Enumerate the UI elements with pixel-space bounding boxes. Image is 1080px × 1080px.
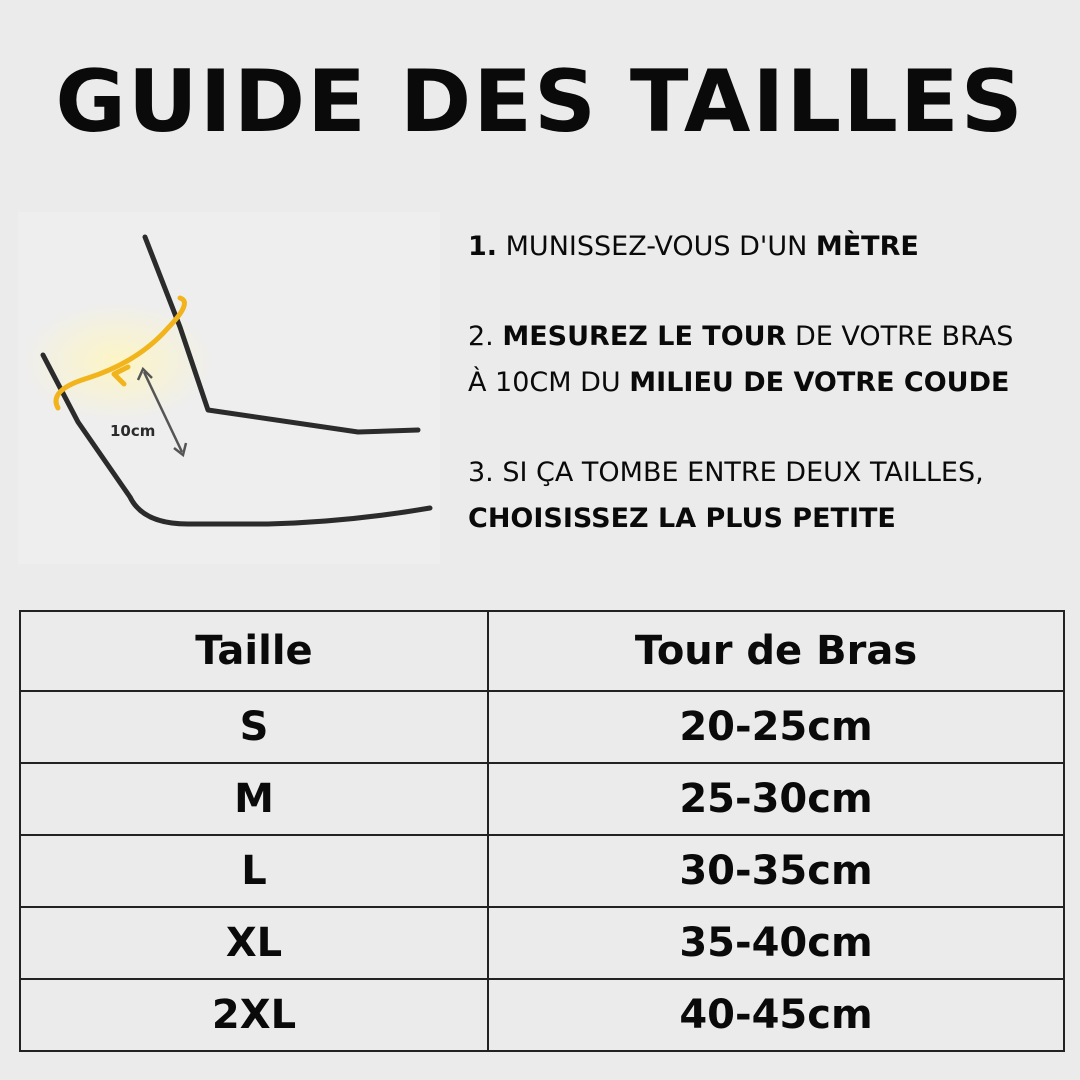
table-header-row [20, 611, 1064, 691]
elbow-measurement-illustration [18, 212, 440, 564]
step-2-text-2: À 10CM DU [468, 367, 621, 398]
measurement-cell: 30-35cm [488, 835, 1064, 907]
step-2-text-1: DE VOTRE BRAS [794, 321, 1014, 352]
step-2-bold-2: MILIEU DE VOTRE COUDE [629, 367, 1010, 398]
table-row [20, 691, 1064, 763]
header-size: Taille [20, 611, 488, 691]
size-cell: 2XL [20, 979, 488, 1051]
measurement-cell: 25-30cm [488, 763, 1064, 835]
step-3-text: 3. SI ÇA TOMBE ENTRE DEUX TAILLES, [468, 457, 984, 488]
distance-label: 10cm [110, 422, 156, 440]
elbow-diagram [18, 212, 440, 564]
table-row [20, 763, 1064, 835]
page-title: GUIDE DES TAILLES [55, 52, 1025, 152]
size-table [19, 610, 1065, 1052]
measurement-cell: 35-40cm [488, 907, 1064, 979]
table-row [20, 979, 1064, 1051]
measurement-cell: 20-25cm [488, 691, 1064, 763]
table-row [20, 907, 1064, 979]
step-2-bold-1: MESUREZ LE TOUR [502, 321, 787, 352]
header-arm-circumference: Tour de Bras [488, 611, 1064, 691]
step-1 [468, 224, 1068, 270]
size-cell: XL [20, 907, 488, 979]
size-cell: M [20, 763, 488, 835]
size-cell: S [20, 691, 488, 763]
step-3-bold: CHOISISSEZ LA PLUS PETITE [468, 503, 896, 534]
step-1-text: MUNISSEZ-VOUS D'UN [505, 231, 808, 262]
size-cell: L [20, 835, 488, 907]
band-glow [23, 302, 213, 422]
step-3 [468, 450, 1068, 542]
instructions [468, 224, 1068, 586]
step-1-number: 1. [468, 231, 498, 262]
measurement-cell: 40-45cm [488, 979, 1064, 1051]
step-2-number: 2. [468, 321, 494, 352]
step-2 [468, 314, 1068, 406]
step-1-bold: MÈTRE [815, 231, 919, 262]
table-row [20, 835, 1064, 907]
